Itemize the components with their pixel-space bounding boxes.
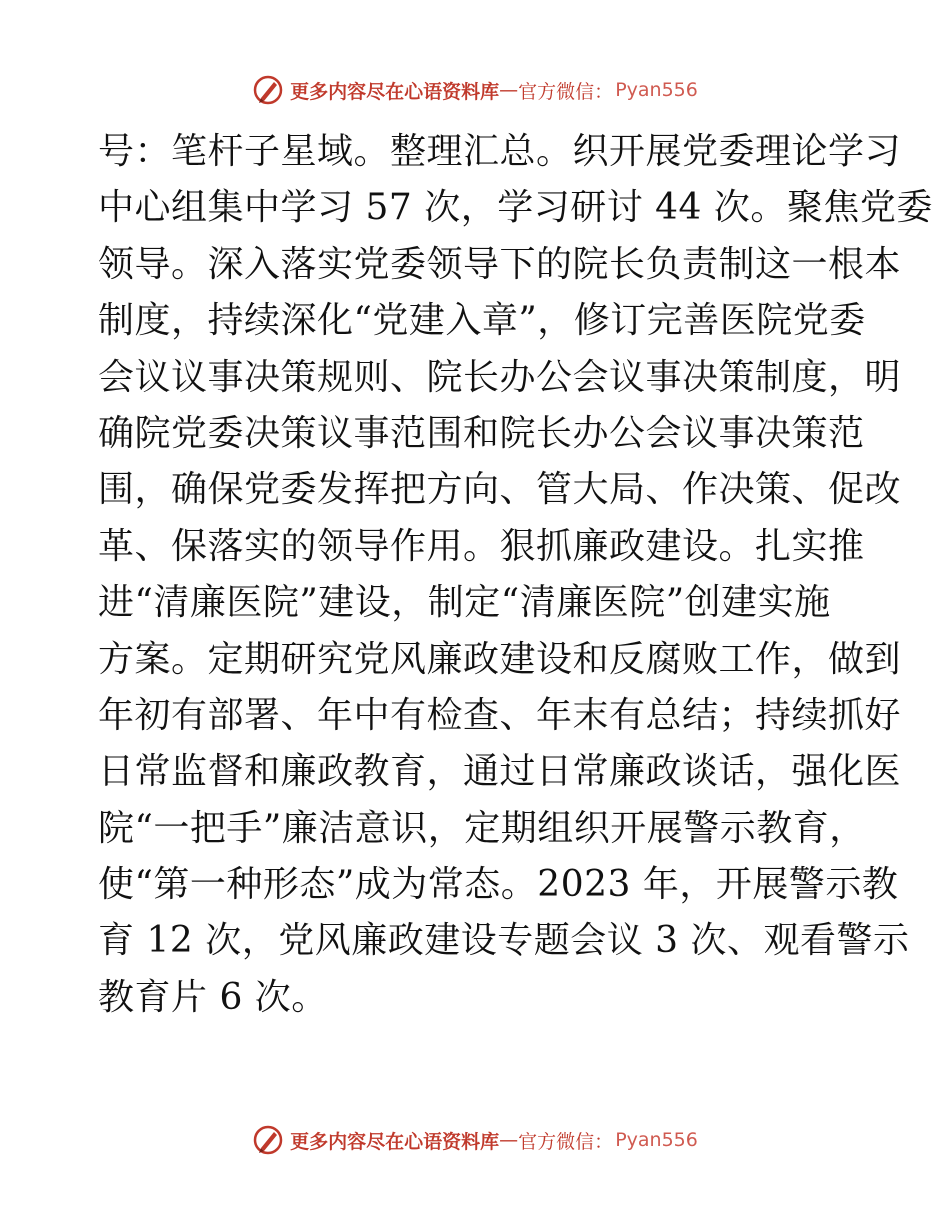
text-line: 院“一把手”廉洁意识，定期组织开展警示教育， [98, 807, 866, 849]
text-line: 确院党委决策议事范围和院长办公会议事决策范 [98, 412, 865, 454]
banner-brand-text: 更多内容尽在心语资料库 [290, 1130, 500, 1153]
text-line: 革、保落实的领导作用。狠抓廉政建设。扎实推 [98, 525, 865, 567]
text-line: 方案。定期研究党风廉政建设和反腐败工作，做到 [98, 638, 902, 680]
banner-separator: — [499, 79, 519, 101]
header-banner [0, 70, 950, 110]
text-line: 领导。深入落实党委领导下的院长负责制这一根本 [98, 243, 902, 285]
banner-account: Pyan556 [615, 1129, 698, 1151]
text-line: 号：笔杆子星域。整理汇总。织开展党委理论学习 [98, 131, 902, 172]
banner-separator: — [499, 1129, 519, 1151]
document-body [98, 124, 933, 1026]
text-line: 围，确保党委发挥把方向、管大局、作决策、促改 [98, 469, 902, 511]
text-line: 制度，持续深化“党建入章”，修订完善医院党委 [98, 300, 866, 342]
text-line: 中心组集中学习 57 次，学习研讨 44 次。聚焦党委 [98, 187, 933, 229]
pen-logo-icon [252, 1124, 284, 1156]
text-line: 进“清廉医院”建设，制定“清廉医院”创建实施 [98, 582, 831, 624]
banner-wechat-label: 官方微信： [518, 1130, 614, 1153]
text-line: 日常监督和廉政教育，通过日常廉政谈话，强化医 [98, 751, 902, 793]
banner-account: Pyan556 [615, 79, 698, 101]
text-line: 年初有部署、年中有检查、年末有总结；持续抓好 [98, 694, 902, 736]
banner-brand-text: 更多内容尽在心语资料库 [290, 80, 500, 103]
banner-wechat-label: 官方微信： [518, 80, 614, 103]
pen-logo-icon [252, 74, 284, 106]
footer-banner [0, 1120, 950, 1160]
text-line: 使“第一种形态”成为常态。2023 年，开展警示教 [98, 864, 899, 906]
text-line: 育 12 次，党风廉政建设专题会议 3 次、观看警示 [98, 920, 910, 962]
text-line: 会议议事决策规则、院长办公会议事决策制度，明 [98, 356, 902, 398]
text-line: 教育片 6 次。 [98, 976, 328, 1018]
